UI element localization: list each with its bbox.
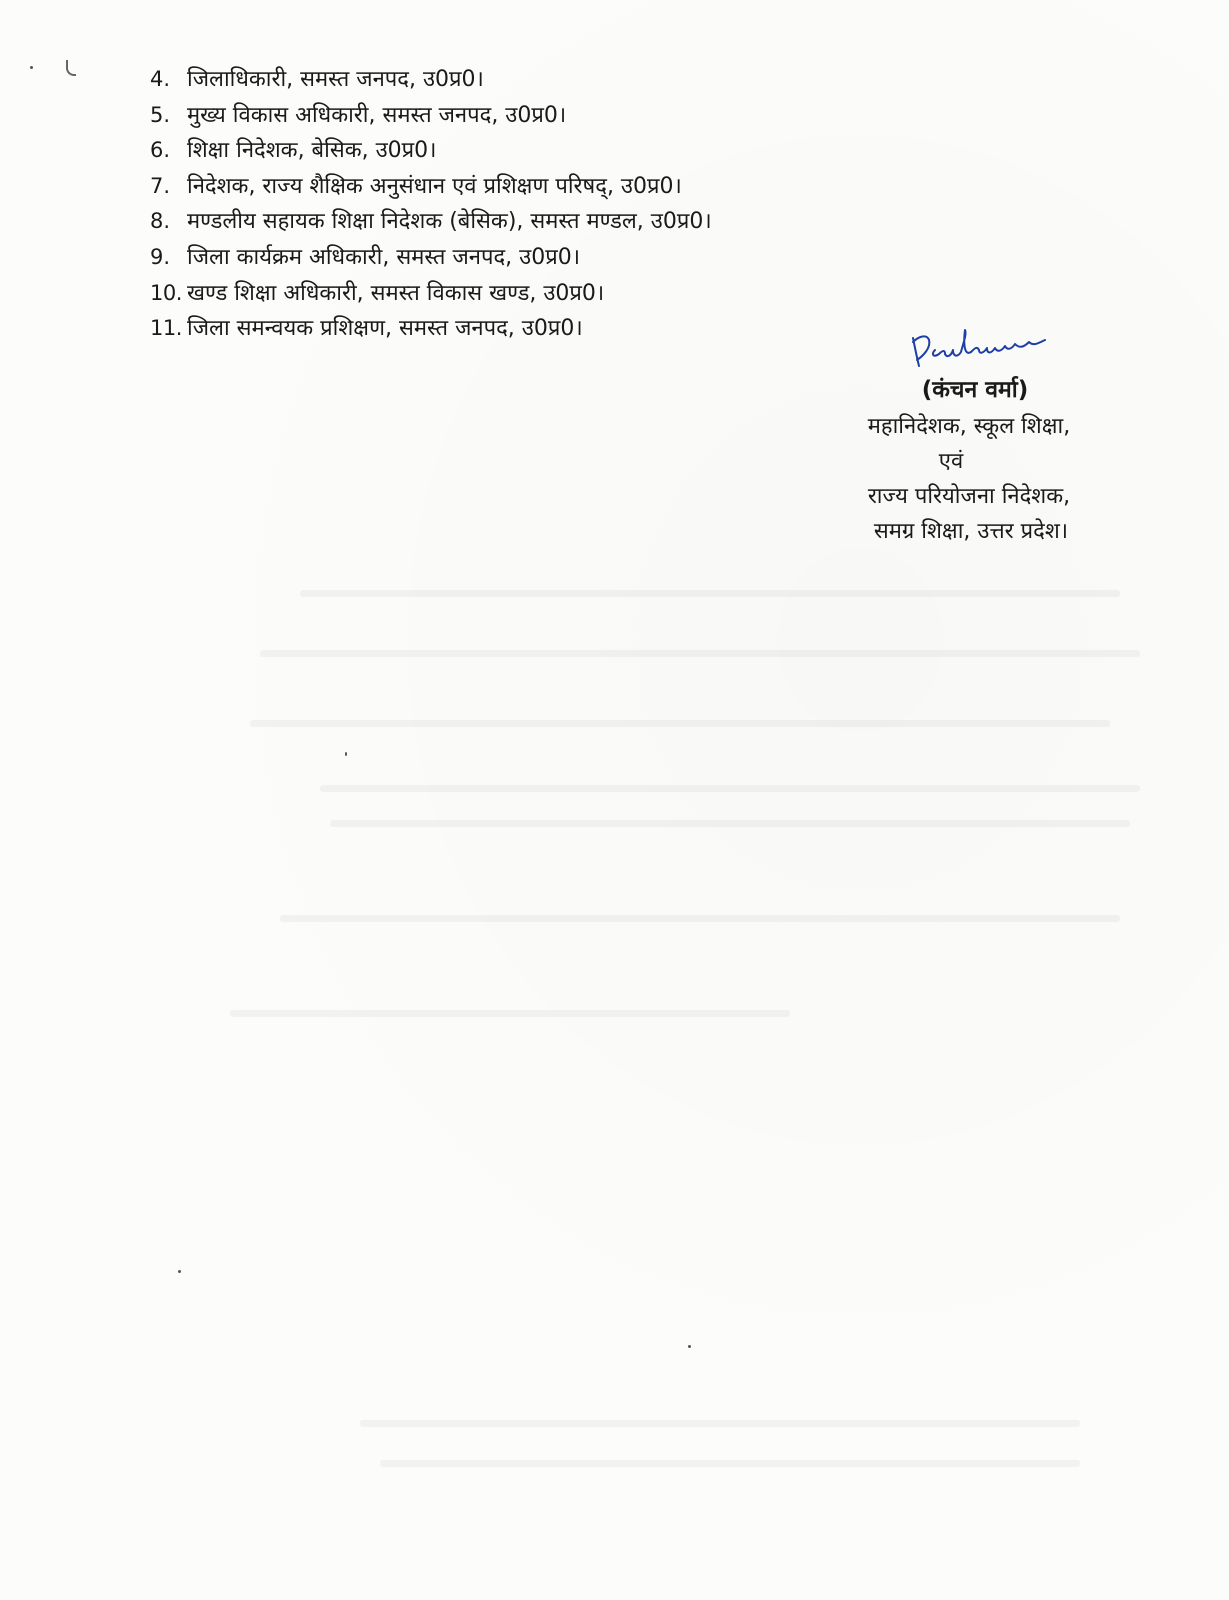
bleed-through-mark (300, 590, 1120, 597)
designation-line: महानिदेशक, स्कूल शिक्षा, (867, 414, 1071, 439)
item-number: 10. (150, 280, 182, 305)
signature-stroke (913, 330, 1045, 366)
list-item (150, 62, 712, 98)
speck (688, 1345, 691, 1348)
item-text: मुख्य विकास अधिकारी, समस्त जनपद, उ0प्र0। (187, 102, 567, 128)
speck (345, 752, 347, 756)
speck (30, 66, 33, 69)
item-number: 6. (150, 138, 171, 163)
item-number: 5. (150, 102, 171, 127)
item-number: 11. (150, 316, 182, 341)
item-text: खण्ड शिक्षा अधिकारी, समस्त विकास खण्ड, उ0प्र0। (187, 280, 605, 306)
bleed-through-mark (360, 1420, 1080, 1427)
list-item (150, 98, 712, 134)
item-text: निदेशक, राज्य शैक्षिक अनुसंधान एवं प्रशिक्षण परिषद्, उ0प्र0। (187, 173, 682, 199)
item-text: मण्डलीय सहायक शिक्षा निदेशक (बेसिक), समस्त मण्डल, उ0प्र0। (187, 209, 712, 235)
speck (66, 60, 76, 76)
speck (178, 1270, 181, 1273)
list-item (150, 133, 712, 169)
bleed-through-mark (380, 1460, 1080, 1467)
item-number: 7. (150, 173, 171, 198)
list-item (150, 311, 712, 347)
bleed-through-mark (250, 720, 1110, 727)
bleed-through-mark (280, 915, 1120, 922)
item-text: जिला कार्यक्रम अधिकारी, समस्त जनपद, उ0प्र0। (187, 244, 581, 270)
item-number: 8. (150, 209, 171, 234)
designation-line: राज्य परियोजना निदेशक, (867, 484, 1071, 509)
bleed-through-mark (320, 785, 1140, 792)
signatory-name: (कंचन वर्मा) (921, 377, 1029, 403)
item-text: जिला समन्वयक प्रशिक्षण, समस्त जनपद, उ0प्र0। (187, 316, 583, 342)
distribution-list (150, 62, 712, 347)
designation-line: समग्र शिक्षा, उत्तर प्रदेश। (873, 519, 1069, 544)
list-item (150, 276, 712, 312)
item-text: जिलाधिकारी, समस्त जनपद, उ0प्र0। (187, 67, 484, 92)
list-item (150, 204, 712, 240)
signature-block (800, 372, 1100, 549)
handwritten-signature (905, 320, 1055, 380)
bleed-through-mark (260, 650, 1140, 657)
item-number: 9. (150, 244, 171, 269)
designation-line: एवं (938, 449, 964, 474)
item-number: 4. (150, 67, 171, 91)
list-item (150, 169, 712, 205)
bleed-through-mark (230, 1010, 790, 1017)
bleed-through-mark (330, 820, 1130, 827)
item-text: शिक्षा निदेशक, बेसिक, उ0प्र0। (187, 138, 437, 164)
list-item (150, 240, 712, 276)
